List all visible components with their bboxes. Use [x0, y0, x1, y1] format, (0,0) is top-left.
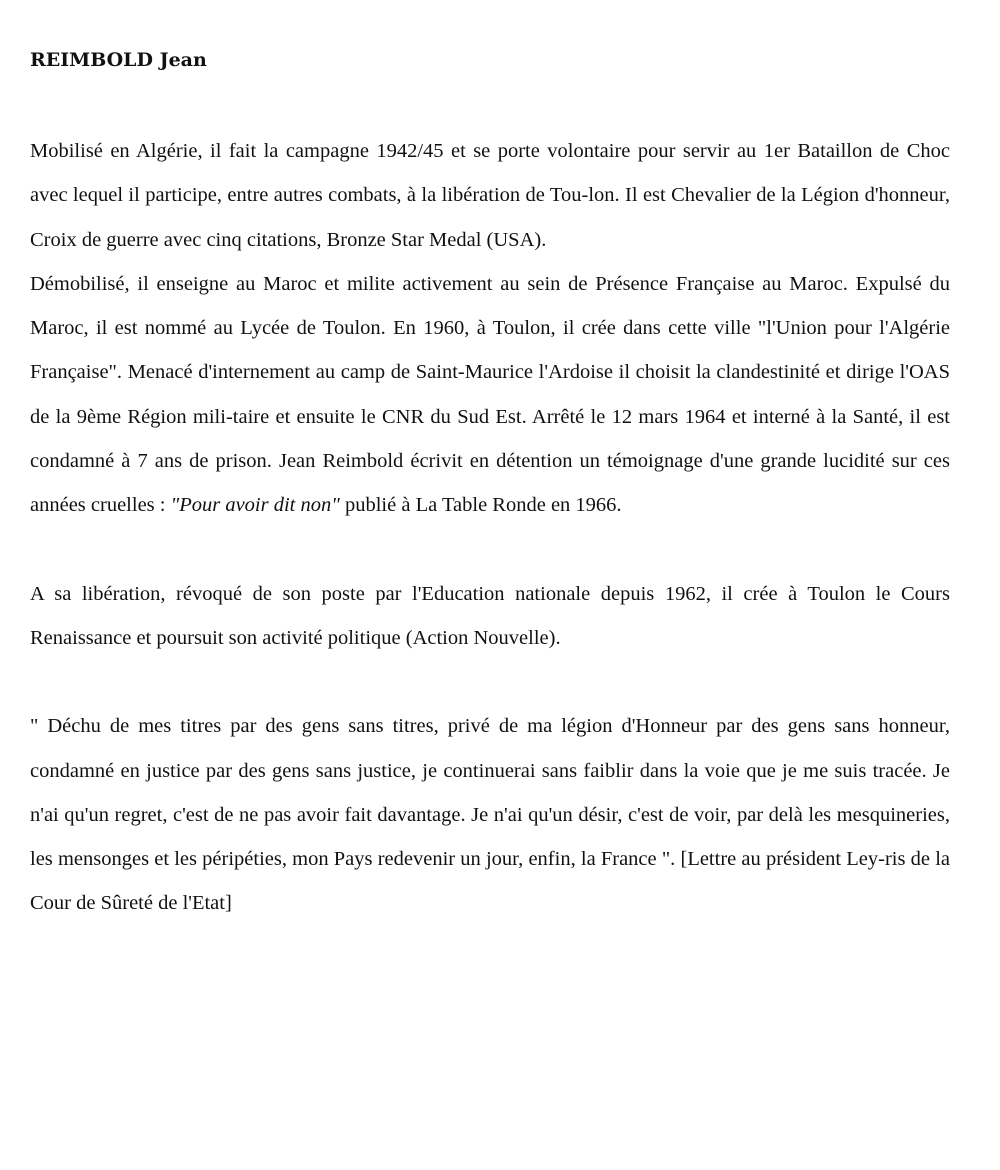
paragraph-text: publié à La Table Ronde en 1966. — [339, 494, 622, 517]
document-title: REIMBOLD Jean — [30, 49, 207, 71]
document-page — [30, 40, 950, 926]
paragraph-text: Démobilisé, il enseigne au Maroc et milite activement au sein de Présence Française au Maroc. Expulsé du Maroc, il est nommé au Lycée de Toulon. En 1960, à Toulon, il crée dans cette ville "l'Union pour l'Algérie Française". Menacé d'internement au camp de Saint-Maurice l'Ardoise il choisit la clandestinité et dirige l'OAS de la 9ème Région mili-taire et ensuite le CNR du Sud Est. Arrêté le 12 mars 1964 et interné à la Santé, il est condamné à 7 ans de prison. Jean Reimbold écrivit en détention un témoignage d'une grande lucidité sur ces années cruelles : — [30, 272, 950, 517]
paragraph-oas-activity — [30, 262, 950, 528]
book-title: "Pour avoir dit non" — [170, 494, 340, 517]
paragraph-after-release: A sa libération, révoqué de son poste par l'Education nationale depuis 1962, il crée à Toulon le Cours Renaissance et poursuit son activité politique (Action Nouvelle). — [30, 582, 950, 649]
paragraph-military-career: Mobilisé en Algérie, il fait la campagne 1942/45 et se porte volontaire pour servir au 1er Bataillon de Choc avec lequel il participe, entre autres combats, à la libération de Tou-lon. Il est Chevalier de la Légion d'honneur, Croix de guerre avec cinq citations, Bronze Star Medal (USA). — [30, 140, 950, 251]
paragraph-letter-quote: " Déchu de mes titres par des gens sans titres, privé de ma légion d'Honneur par des gens sans honneur, condamné en justice par des gens sans justice, je continuerai sans faiblir dans la voie que je me suis tracée. Je n'ai qu'un regret, c'est de ne pas avoir fait davantage. Je n'ai qu'un désir, c'est de voir, par delà les mesquineries, les mensonges et les péripéties, mon Pays redevenir un jour, enfin, la France ". [Lettre au président Ley-ris de la Cour de Sûreté de l'Etat] — [30, 715, 950, 915]
